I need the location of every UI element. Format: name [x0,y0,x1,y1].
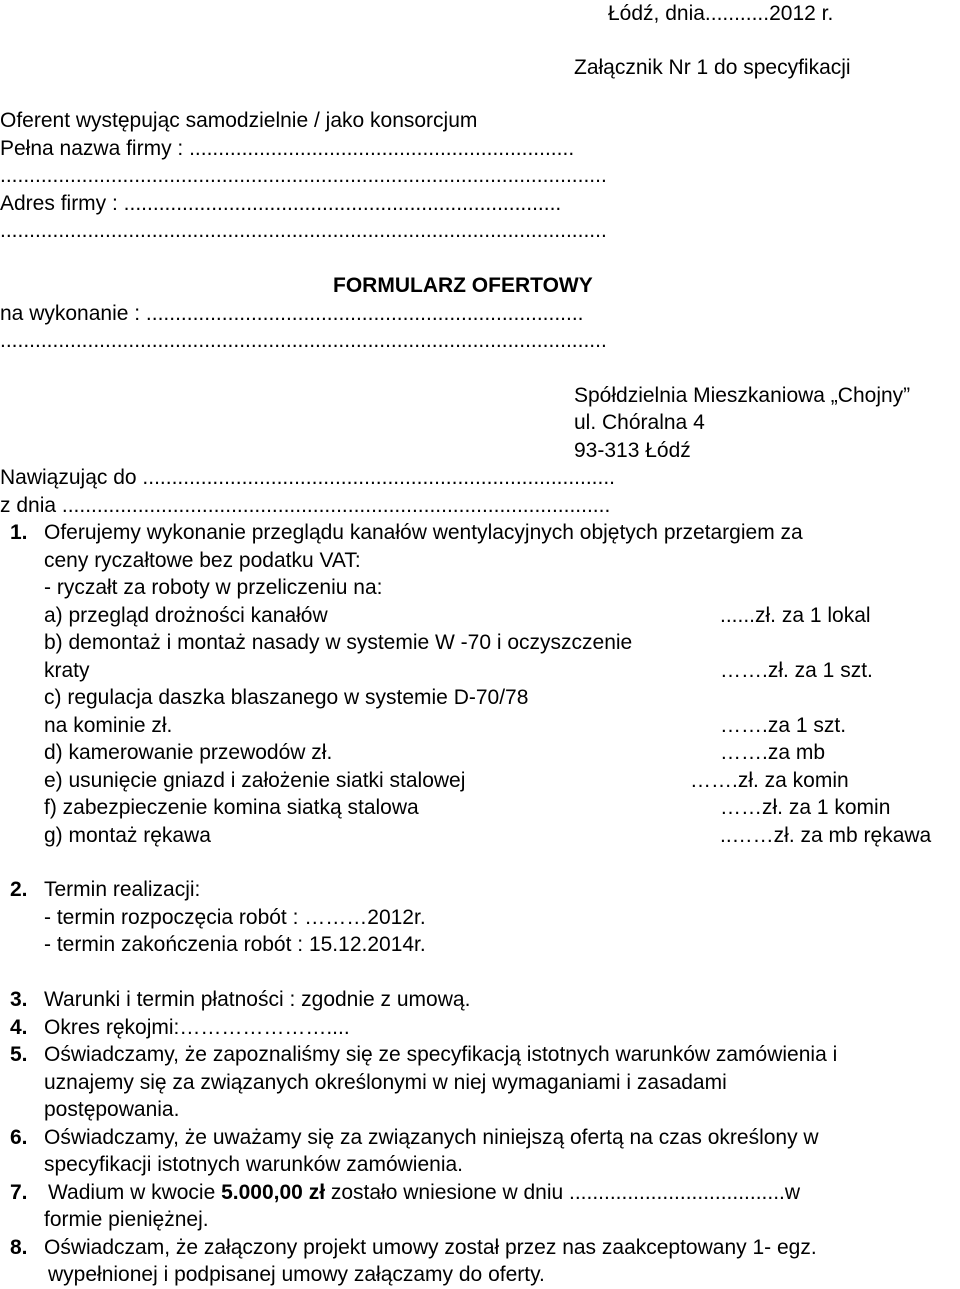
price-item-label: d) kamerowanie przewodów zł. [44,741,333,764]
bidder-intro: Oferent występując samodzielnie / jako konsorcjum [0,109,478,132]
statement-line: specyfikacji istotnych warunków zamówienia. [44,1153,464,1176]
offer-intro: Oferujemy wykonanie przeglądu kanałów wentylacyjnych objętych przetargiem za [44,521,803,544]
section-number: 5. [10,1043,28,1066]
price-item-label: f) zabezpieczenie komina siatką stalowa [44,796,419,819]
deposit-amount: 5.000,00 zł [221,1181,326,1204]
offer-intro-continued: ceny ryczałtowe bez podatku VAT: [44,549,361,572]
section-number: 1. [10,521,28,544]
reference-date-field: z dnia .............................................................................................. [0,494,611,517]
price-item-label: e) usunięcie gniazd i założenie siatki stalowej [44,769,466,792]
attachment-label: Załącznik Nr 1 do specyfikacji [574,56,851,79]
section-number: 8. [10,1236,28,1259]
price-item-label: c) regulacja daszka blaszanego w systemie D-70/78 [44,686,529,709]
deposit-text: Wadium w kwocie [48,1181,222,1204]
section-number: 4. [10,1016,28,1039]
price-item-value: …….zł. za 1 szt. [720,659,873,682]
price-item-value: ......zł. za 1 lokal [720,604,871,627]
section-number: 3. [10,988,28,1011]
price-item-label: b) demontaż i montaż nasady w systemie W -70 i oczyszczenie [44,631,633,654]
start-date-line: - termin rozpoczęcia robót : ………2012r. [44,906,426,929]
deposit-line [48,1181,800,1205]
place-date: Łódź, dnia...........2012 r. [608,2,834,25]
subject-field: na wykonanie : ........................................................................... [0,302,584,325]
price-item-label: na kominie zł. [44,714,173,737]
statement-line: uznajemy się za związanych określonymi w niej wymaganiami i zasadami [44,1071,727,1094]
price-item-value: …….za mb [720,741,826,764]
price-item-value: ..……zł. za mb rękawa [720,824,932,847]
statement-line: Oświadczam, że załączony projekt umowy został przez nas zaakceptowany 1- egz. [44,1236,817,1259]
price-item-label: a) przegląd drożności kanałów [44,604,328,627]
company-address-continued: ........................................................................................................ [0,219,607,242]
statement-line: wypełnionej i podpisanej umowy załączamy do oferty. [48,1263,545,1286]
price-item-value: ……zł. za 1 komin [720,796,891,819]
recipient-city: 93-313 Łódź [574,439,691,462]
company-address-field: Adres firmy : ........................................................................... [0,192,562,215]
recipient-name: Spółdzielnia Mieszkaniowa „Chojny” [574,384,911,407]
section-number: 6. [10,1126,28,1149]
section-number: 2. [10,878,28,901]
statement-line: Oświadczamy, że uważamy się za związanych niniejszą ofertą na czas określony w [44,1126,819,1149]
payment-terms: Warunki i termin płatności : zgodnie z umową. [44,988,471,1011]
reference-field: Nawiązując do ................................................................................. [0,466,615,489]
price-item-label: kraty [44,659,90,682]
end-date-line: - termin zakończenia robót : 15.12.2014r. [44,933,426,956]
statement-line: Oświadczamy, że zapoznaliśmy się ze specyfikacją istotnych warunków zamówienia i [44,1043,838,1066]
lump-sum-label: - ryczałt za roboty w przeliczeniu na: [44,576,383,599]
deposit-form: formie pieniężnej. [44,1208,209,1231]
section-number: 7. [10,1181,28,1204]
form-title: FORMULARZ OFERTOWY [333,274,593,297]
statement-line: postępowania. [44,1098,180,1121]
recipient-street: ul. Chóralna 4 [574,411,705,434]
completion-title: Termin realizacji: [44,878,201,901]
price-item-value: …….zł. za komin [690,769,849,792]
warranty-period: Okres rękojmi:………………….... [44,1016,350,1039]
price-item-value: …….za 1 szt. [720,714,847,737]
price-item-label: g) montaż rękawa [44,824,211,847]
company-name-continued: ........................................................................................................ [0,164,607,187]
company-name-field: Pełna nazwa firmy : .................................................................. [0,137,575,160]
subject-continued: ........................................................................................................ [0,329,607,352]
deposit-text: zostało wniesione w dniu .....................................w [325,1181,801,1204]
